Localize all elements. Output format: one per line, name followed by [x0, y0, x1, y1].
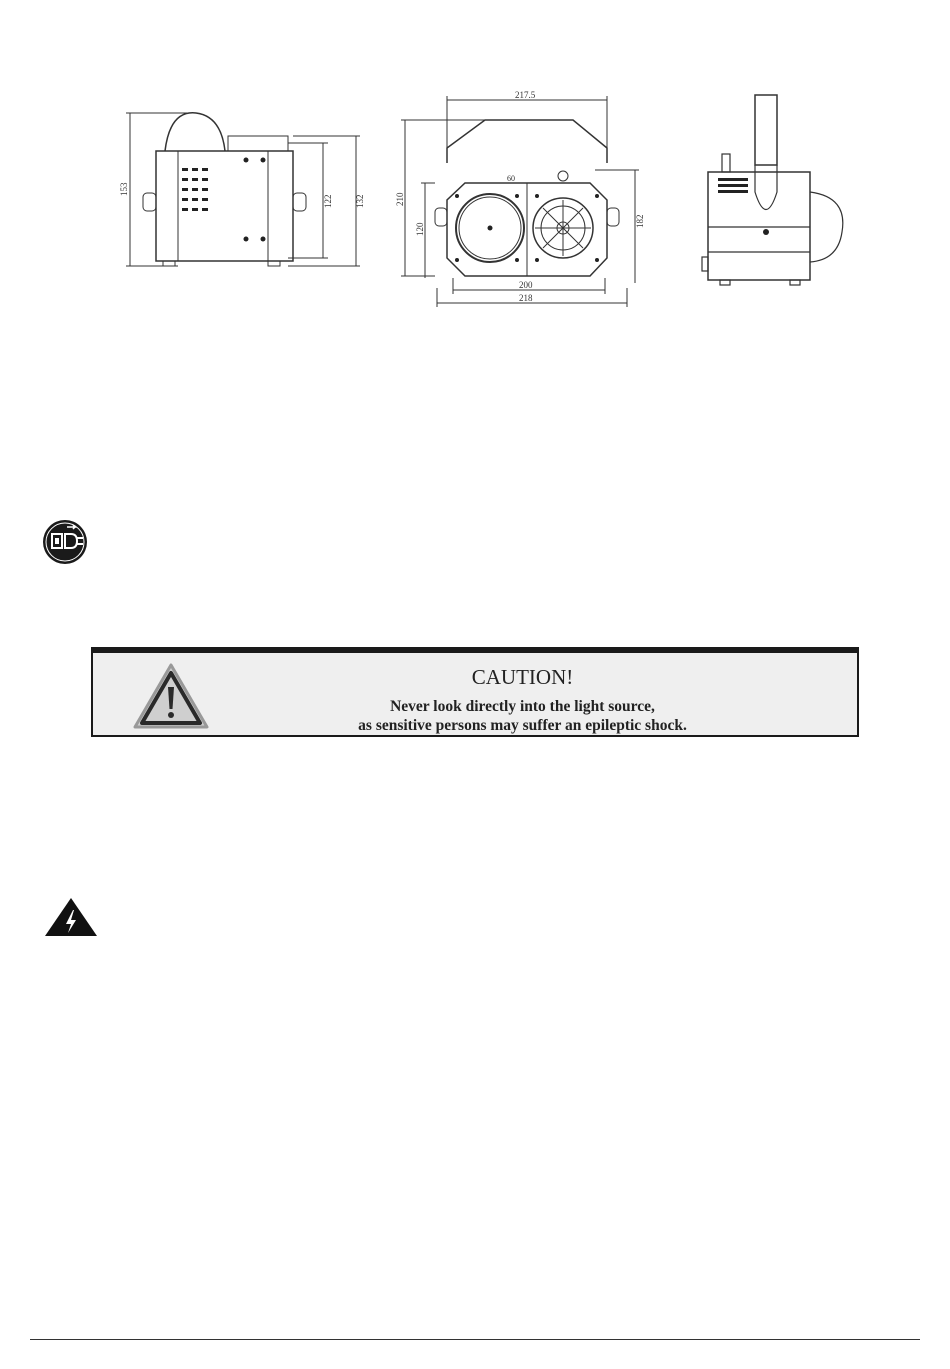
unplug-mains-icon	[41, 518, 89, 566]
caution-line-2: as sensitive persons may suffer an epileptic shock.	[358, 717, 687, 734]
dim-eyelet: 60	[507, 174, 515, 183]
rear-view-drawing	[700, 92, 850, 287]
dim-total-width: 218	[519, 293, 533, 303]
dim-body-width: 200	[519, 280, 533, 290]
electric-shock-icon	[43, 896, 99, 938]
dim-bracket-width: 217.5	[515, 90, 536, 100]
caution-title: CAUTION!	[471, 665, 574, 689]
front-view-drawing	[395, 88, 655, 313]
dim-total-height: 210	[395, 192, 405, 206]
caution-line-1: Never look directly into the light source,	[390, 698, 655, 715]
caution-box	[91, 647, 859, 737]
dim-height-total: 153	[119, 182, 129, 196]
dim-height-body: 122	[323, 194, 333, 208]
dim-body-height: 120	[415, 222, 425, 236]
side-view-drawing	[118, 108, 368, 273]
dim-height-outer: 132	[355, 194, 365, 208]
dim-body-depth: 182	[635, 214, 645, 228]
footer-rule	[30, 1339, 920, 1340]
